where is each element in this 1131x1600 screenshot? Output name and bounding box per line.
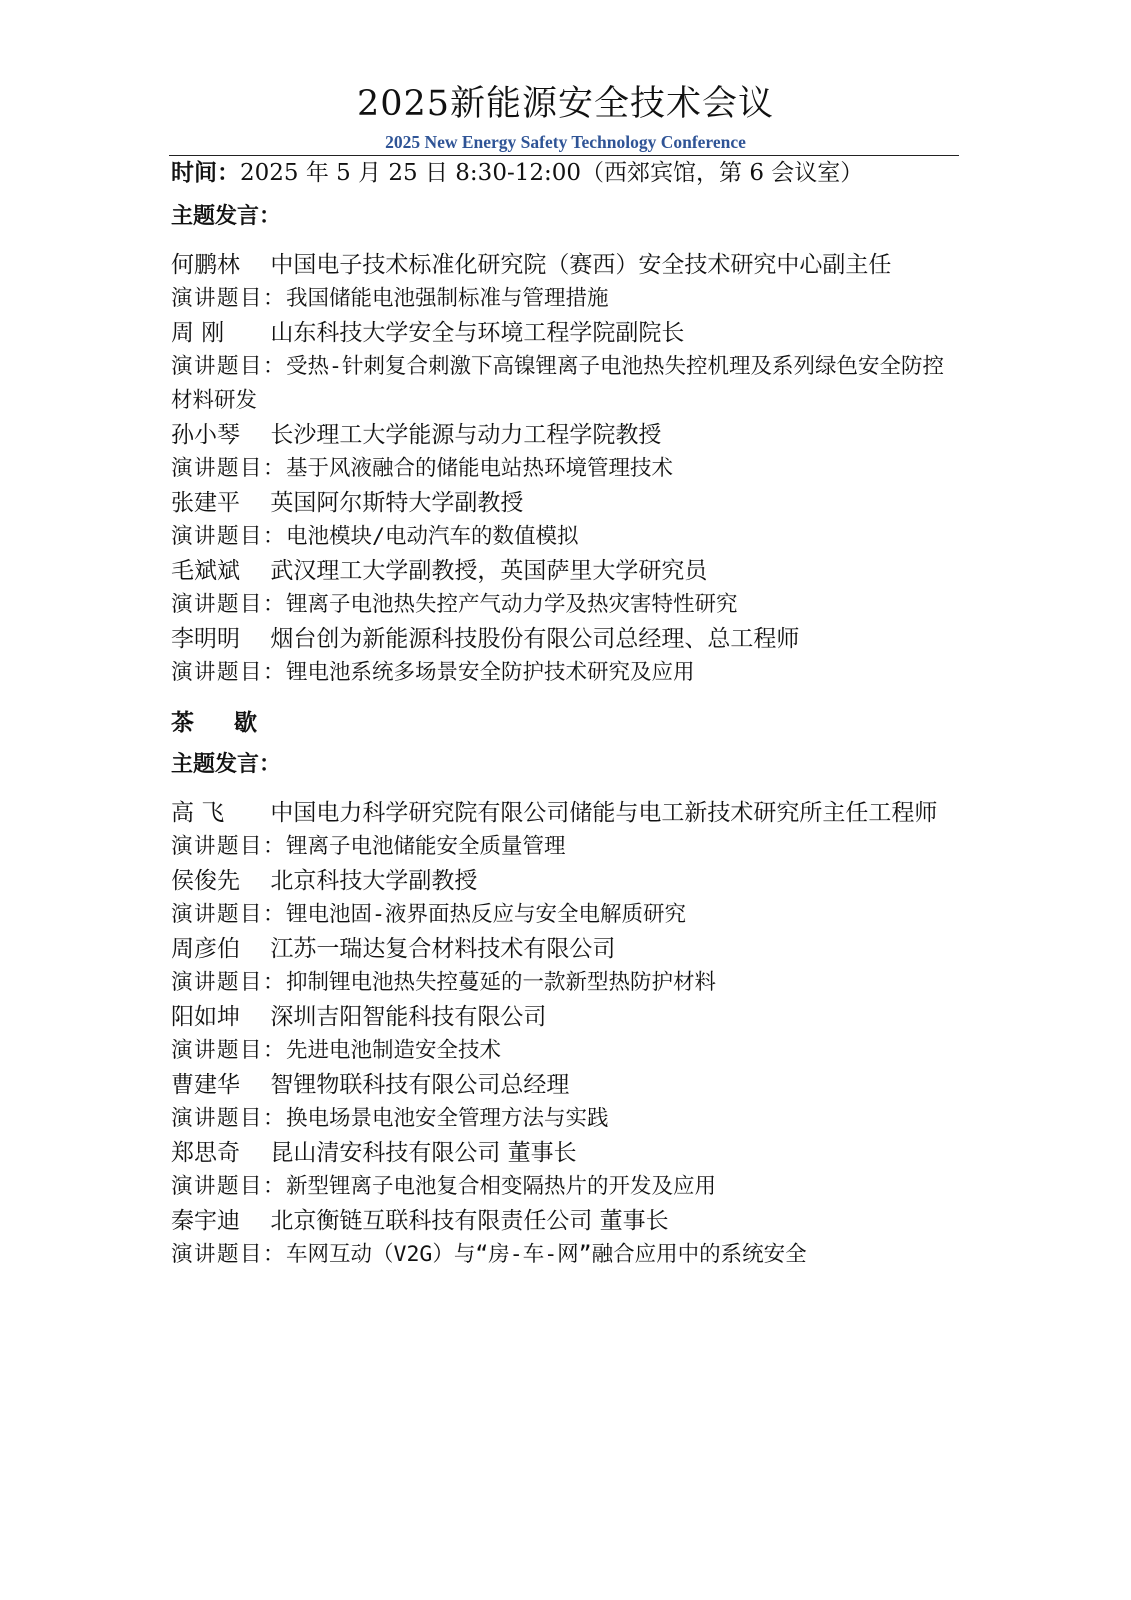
talk-line: [171, 452, 961, 486]
speaker-affiliation: 中国电子技术标准化研究院（赛西）安全技术研究中心副主任: [270, 252, 892, 278]
speaker-name: 秦宇迪: [171, 1208, 240, 1234]
speaker-block: [171, 554, 961, 622]
speaker-block: [171, 622, 961, 690]
page-title: 2025新能源安全技术会议: [356, 84, 775, 124]
schedule-line: [171, 156, 961, 190]
speaker-line: [171, 418, 961, 452]
talk-label: 演讲题目：: [171, 970, 287, 995]
speaker-line: [171, 864, 961, 898]
speaker-affiliation: 山东科技大学安全与环境工程学院副院长: [270, 320, 685, 346]
speaker-name: 侯俊先: [171, 868, 240, 894]
speaker-affiliation: 烟台创为新能源科技股份有限公司总经理、总工程师: [270, 626, 800, 652]
talk-line: [171, 350, 961, 418]
speaker-line: [171, 932, 961, 966]
speaker-line: [171, 1136, 961, 1170]
talk-line: [171, 830, 961, 864]
speaker-name: 毛斌斌: [171, 558, 240, 584]
talk-line: [171, 282, 961, 316]
speaker-name: 阳如坤: [171, 1004, 240, 1030]
talk-label: 演讲题目：: [171, 834, 287, 859]
speaker-affiliation: 北京科技大学副教授: [270, 868, 478, 894]
talk-title: 锂电池固-液界面热反应与安全电解质研究: [286, 902, 686, 927]
talk-title: 车网互动（V2G）与“房-车-网”融合应用中的系统安全: [286, 1242, 807, 1267]
speaker-line: [171, 622, 961, 656]
speaker-line: [171, 248, 961, 282]
talk-line: [171, 1102, 961, 1136]
speaker-block: [171, 932, 961, 1000]
speaker-block: [171, 1204, 961, 1272]
speaker-name: 孙小琴: [171, 422, 240, 448]
speaker-line: [171, 554, 961, 588]
session2-speakers: [171, 796, 961, 1272]
talk-label: 演讲题目：: [171, 354, 287, 379]
talk-label: 演讲题目：: [171, 1038, 287, 1063]
talk-line: [171, 588, 961, 622]
speaker-line: [171, 486, 961, 520]
talk-title: 锂电池系统多场景安全防护技术研究及应用: [286, 660, 695, 685]
speaker-line: [171, 316, 961, 350]
talk-label: 演讲题目：: [171, 1106, 287, 1131]
talk-label: 演讲题目：: [171, 1242, 287, 1267]
speaker-name: 张建平: [171, 490, 240, 516]
session1-speakers: [171, 248, 961, 690]
talk-line: [171, 1170, 961, 1204]
speaker-name: 周 刚: [171, 320, 225, 346]
speaker-affiliation: 深圳吉阳智能科技有限公司: [270, 1004, 547, 1030]
talk-title: 新型锂离子电池复合相变隔热片的开发及应用: [286, 1174, 717, 1199]
program-content: [171, 156, 961, 1272]
speaker-name: 何鹏林: [171, 252, 240, 278]
talk-label: 演讲题目：: [171, 1174, 287, 1199]
speaker-block: [171, 418, 961, 486]
speaker-affiliation: 江苏一瑞达复合材料技术有限公司: [270, 936, 616, 962]
speaker-affiliation: 武汉理工大学副教授，英国萨里大学研究员: [270, 558, 708, 584]
talk-title: 换电场景电池安全管理方法与实践: [286, 1106, 609, 1131]
speaker-block: [171, 864, 961, 932]
speaker-line: [171, 1204, 961, 1238]
talk-label: 演讲题目：: [171, 592, 287, 617]
speaker-line: [171, 796, 961, 830]
talk-label: 演讲题目：: [171, 902, 287, 927]
speaker-line: [171, 1000, 961, 1034]
speaker-name: 曹建华: [171, 1072, 240, 1098]
talk-line: [171, 520, 961, 554]
speaker-affiliation: 昆山清安科技有限公司 董事长: [270, 1140, 577, 1166]
talk-title: 我国储能电池强制标准与管理措施: [286, 286, 609, 311]
talk-title: 受热-针刺复合刺激下高镍锂离子电池热失控机理及系列绿色安全防控材料研发: [171, 354, 944, 413]
time-label: 时间：: [171, 160, 240, 186]
talk-title: 电池模块/电动汽车的数值模拟: [286, 524, 579, 549]
speaker-affiliation: 北京衡链互联科技有限责任公司 董事长: [270, 1208, 669, 1234]
talk-title: 抑制锂电池热失控蔓延的一款新型热防护材料: [286, 970, 717, 995]
speaker-name: 周彦伯: [171, 936, 240, 962]
talk-title: 先进电池制造安全技术: [286, 1038, 502, 1063]
speaker-block: [171, 486, 961, 554]
speaker-name: 高 飞: [171, 800, 225, 826]
time-value: 2025 年 5 月 25 日 8:30-12:00（西郊宾馆，第 6 会议室）: [240, 160, 864, 186]
session2-heading: 主题发言：: [171, 752, 282, 777]
speaker-block: [171, 248, 961, 316]
talk-line: [171, 1238, 961, 1272]
speaker-line: [171, 1068, 961, 1102]
speaker-block: [171, 1068, 961, 1136]
speaker-name: 李明明: [171, 626, 240, 652]
speaker-block: [171, 796, 961, 864]
speaker-name: 郑思奇: [171, 1140, 240, 1166]
speaker-affiliation: 英国阿尔斯特大学副教授: [270, 490, 524, 516]
talk-label: 演讲题目：: [171, 524, 287, 549]
talk-label: 演讲题目：: [171, 660, 287, 685]
talk-title: 锂离子电池热失控产气动力学及热灾害特性研究: [286, 592, 738, 617]
talk-line: [171, 966, 961, 1000]
page-subtitle-english: 2025 New Energy Safety Technology Conference: [385, 132, 746, 152]
talk-label: 演讲题目：: [171, 456, 287, 481]
speaker-block: [171, 316, 961, 418]
speaker-affiliation: 长沙理工大学能源与动力工程学院教授: [270, 422, 662, 448]
talk-line: [171, 656, 961, 690]
talk-title: 锂离子电池储能安全质量管理: [286, 834, 566, 859]
tea-break-label: 茶歇: [171, 710, 297, 736]
talk-line: [171, 1034, 961, 1068]
talk-line: [171, 898, 961, 932]
talk-label: 演讲题目：: [171, 286, 287, 311]
speaker-affiliation: 中国电力科学研究院有限公司储能与电工新技术研究所主任工程师: [270, 800, 938, 826]
session1-heading: 主题发言：: [171, 204, 282, 229]
talk-title: 基于风液融合的储能电站热环境管理技术: [286, 456, 674, 481]
speaker-block: [171, 1136, 961, 1204]
speaker-affiliation: 智锂物联科技有限公司总经理: [270, 1072, 570, 1098]
speaker-block: [171, 1000, 961, 1068]
